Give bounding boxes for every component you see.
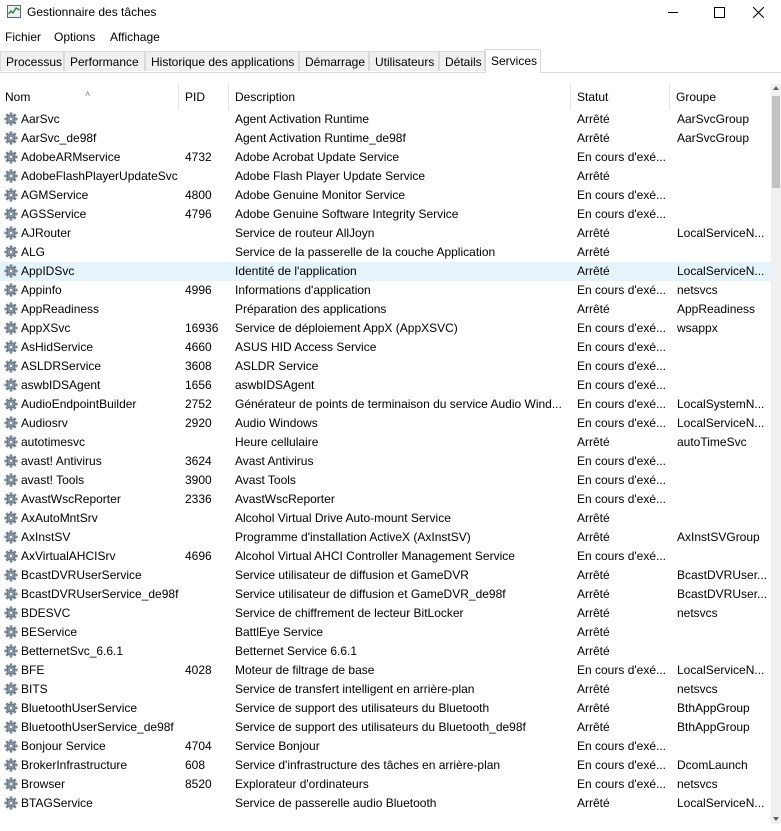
service-name: BITS bbox=[21, 682, 48, 696]
service-status: En cours d'exé... bbox=[577, 207, 667, 221]
service-name: AppIDSvc bbox=[21, 264, 75, 278]
service-gear-icon bbox=[4, 416, 18, 430]
service-group bbox=[677, 452, 769, 471]
menu-fichier[interactable]: Fichier bbox=[5, 30, 42, 44]
service-status: Arrêté bbox=[577, 568, 610, 582]
service-name: BcastDVRUserService_de98f bbox=[21, 587, 179, 601]
table-row[interactable] bbox=[0, 338, 771, 357]
service-gear-icon bbox=[4, 777, 18, 791]
service-status: Arrêté bbox=[577, 796, 610, 810]
service-description: Adobe Genuine Monitor Service bbox=[235, 188, 406, 202]
sort-ascending-icon: ˄ bbox=[85, 89, 91, 99]
table-row[interactable] bbox=[0, 490, 771, 509]
table-row[interactable] bbox=[0, 642, 771, 661]
service-description: Identité de l'application bbox=[235, 264, 357, 278]
table-row[interactable] bbox=[0, 471, 771, 490]
service-status: Arrêté bbox=[577, 587, 610, 601]
table-row[interactable] bbox=[0, 547, 771, 566]
service-name: ALG bbox=[21, 245, 46, 259]
service-pid bbox=[185, 528, 229, 547]
column-header-description[interactable]: Description bbox=[230, 84, 571, 110]
table-header bbox=[0, 84, 771, 110]
service-gear-icon bbox=[4, 302, 18, 316]
service-status: En cours d'exé... bbox=[577, 321, 667, 335]
service-group: BcastDVRUser... bbox=[677, 568, 768, 582]
service-pid bbox=[185, 224, 229, 243]
service-status: En cours d'exé... bbox=[577, 150, 667, 164]
service-description: Betternet Service 6.6.1 bbox=[235, 644, 358, 658]
service-gear-icon bbox=[4, 226, 18, 240]
service-group bbox=[677, 205, 769, 224]
service-pid: 4800 bbox=[185, 188, 212, 202]
service-gear-icon bbox=[4, 682, 18, 696]
service-name: AJRouter bbox=[21, 226, 72, 240]
service-group bbox=[677, 148, 769, 167]
service-gear-icon bbox=[4, 473, 18, 487]
window-title: Gestionnaire des tâches bbox=[27, 5, 157, 19]
table-row[interactable] bbox=[0, 148, 771, 167]
service-gear-icon bbox=[4, 625, 18, 639]
service-gear-icon bbox=[4, 739, 18, 753]
service-gear-icon bbox=[4, 150, 18, 164]
service-pid bbox=[185, 642, 229, 661]
table-row[interactable] bbox=[0, 699, 771, 718]
service-name: avast! Antivirus bbox=[21, 454, 102, 468]
service-description: Adobe Acrobat Update Service bbox=[235, 150, 400, 164]
service-group bbox=[677, 547, 769, 566]
table-row[interactable] bbox=[0, 414, 771, 433]
service-pid bbox=[185, 243, 229, 262]
service-group: LocalServiceN... bbox=[677, 663, 765, 677]
service-status: En cours d'exé... bbox=[577, 758, 667, 772]
service-group bbox=[677, 490, 769, 509]
service-name: BTAGService bbox=[21, 796, 93, 810]
tab-utilisateurs[interactable]: Utilisateurs bbox=[369, 51, 439, 71]
service-status: Arrêté bbox=[577, 264, 610, 278]
service-pid bbox=[185, 566, 229, 585]
service-group: netsvcs bbox=[677, 283, 718, 297]
service-group bbox=[677, 167, 769, 186]
service-status: Arrêté bbox=[577, 644, 610, 658]
service-pid bbox=[185, 604, 229, 623]
service-gear-icon bbox=[4, 454, 18, 468]
service-gear-icon bbox=[4, 701, 18, 715]
service-description: Générateur de points de terminaison du service Audio Wind... bbox=[235, 397, 562, 411]
service-name: AarSvc bbox=[21, 112, 60, 126]
service-pid: 4996 bbox=[185, 283, 212, 297]
table-row[interactable] bbox=[0, 376, 771, 395]
service-pid: 608 bbox=[185, 758, 206, 772]
service-pid: 1656 bbox=[185, 378, 212, 392]
service-status: Arrêté bbox=[577, 302, 610, 316]
service-group bbox=[677, 357, 769, 376]
table-row[interactable] bbox=[0, 281, 771, 300]
service-gear-icon bbox=[4, 644, 18, 658]
service-name: AdobeARMservice bbox=[21, 150, 121, 164]
service-pid bbox=[185, 433, 229, 452]
service-group: LocalServiceN... bbox=[677, 796, 765, 810]
service-name: Audiosrv bbox=[21, 416, 68, 430]
service-gear-icon bbox=[4, 188, 18, 202]
service-description: Avast Tools bbox=[235, 473, 296, 487]
table-row[interactable] bbox=[0, 509, 771, 528]
service-status: En cours d'exé... bbox=[577, 359, 667, 373]
column-header-status[interactable]: Statut bbox=[572, 84, 670, 110]
service-group: netsvcs bbox=[677, 682, 718, 696]
service-status: En cours d'exé... bbox=[577, 663, 667, 677]
service-gear-icon bbox=[4, 492, 18, 506]
service-name: BFE bbox=[21, 663, 45, 677]
service-status: En cours d'exé... bbox=[577, 283, 667, 297]
table-row[interactable] bbox=[0, 452, 771, 471]
minimize-button[interactable] bbox=[650, 0, 696, 24]
table-row[interactable] bbox=[0, 661, 771, 680]
service-status: En cours d'exé... bbox=[577, 739, 667, 753]
service-pid: 4732 bbox=[185, 150, 212, 164]
table-row[interactable] bbox=[0, 243, 771, 262]
service-gear-icon bbox=[4, 112, 18, 126]
service-gear-icon bbox=[4, 606, 18, 620]
column-header-name[interactable] bbox=[0, 84, 179, 110]
service-gear-icon bbox=[4, 720, 18, 734]
service-description: ASUS HID Access Service bbox=[235, 340, 377, 354]
tab-processus[interactable]: Processus bbox=[0, 51, 64, 71]
service-status: En cours d'exé... bbox=[577, 549, 667, 563]
service-description: Alcohol Virtual Drive Auto-mount Service bbox=[235, 511, 451, 525]
service-status: En cours d'exé... bbox=[577, 454, 667, 468]
service-pid bbox=[185, 300, 229, 319]
table-row[interactable] bbox=[0, 794, 771, 813]
service-name: AppXSvc bbox=[21, 321, 71, 335]
table-row[interactable] bbox=[0, 224, 771, 243]
service-group bbox=[677, 509, 769, 528]
service-group: autoTimeSvc bbox=[677, 435, 747, 449]
table-row[interactable] bbox=[0, 775, 771, 794]
service-status: Arrêté bbox=[577, 112, 610, 126]
service-description: AvastWscReporter bbox=[235, 492, 335, 506]
service-description: Adobe Genuine Software Integrity Service bbox=[235, 207, 459, 221]
service-name: BluetoothUserService_de98f bbox=[21, 720, 174, 734]
service-description: Service de support des utilisateurs du Bluetooth_de98f bbox=[235, 720, 526, 734]
service-group: wsappx bbox=[677, 321, 718, 335]
service-status: Arrêté bbox=[577, 131, 610, 145]
service-name: AxInstSV bbox=[21, 530, 71, 544]
table-row[interactable] bbox=[0, 319, 771, 338]
service-status: En cours d'exé... bbox=[577, 492, 667, 506]
service-description: Service utilisateur de diffusion et GameDVR bbox=[235, 568, 469, 582]
table-row[interactable] bbox=[0, 604, 771, 623]
service-pid bbox=[185, 718, 229, 737]
service-description: Moteur de filtrage de base bbox=[235, 663, 375, 677]
table-row[interactable] bbox=[0, 756, 771, 775]
service-group: LocalServiceN... bbox=[677, 416, 765, 430]
service-pid: 2920 bbox=[185, 416, 212, 430]
service-group bbox=[677, 642, 769, 661]
service-description: Service de déploiement AppX (AppXSVC) bbox=[235, 321, 458, 335]
service-gear-icon bbox=[4, 530, 18, 544]
menu-affichage[interactable]: Affichage bbox=[110, 30, 160, 44]
table-row[interactable] bbox=[0, 167, 771, 186]
service-group bbox=[677, 471, 769, 490]
table-row[interactable] bbox=[0, 186, 771, 205]
service-name: BEService bbox=[21, 625, 78, 639]
table-row[interactable] bbox=[0, 566, 771, 585]
service-name: AppReadiness bbox=[21, 302, 100, 316]
service-gear-icon bbox=[4, 435, 18, 449]
service-status: Arrêté bbox=[577, 530, 610, 544]
service-description: Service de routeur AllJoyn bbox=[235, 226, 375, 240]
service-description: Programme d'installation ActiveX (AxInstSV) bbox=[235, 530, 471, 544]
service-description: aswbIDSAgent bbox=[235, 378, 315, 392]
scrollbar-thumb[interactable] bbox=[772, 96, 780, 188]
service-description: Agent Activation Runtime_de98f bbox=[235, 131, 406, 145]
service-group bbox=[677, 186, 769, 205]
service-gear-icon bbox=[4, 587, 18, 601]
service-pid bbox=[185, 794, 229, 813]
menu-options[interactable]: Options bbox=[54, 30, 96, 44]
service-pid: 8520 bbox=[185, 777, 212, 791]
close-icon bbox=[753, 7, 764, 18]
service-description: BattlEye Service bbox=[235, 625, 324, 639]
service-group: LocalServiceN... bbox=[677, 264, 765, 278]
service-status: En cours d'exé... bbox=[577, 188, 667, 202]
service-name: BcastDVRUserService bbox=[21, 568, 142, 582]
table-row[interactable] bbox=[0, 623, 771, 642]
task-manager-icon bbox=[7, 5, 21, 18]
table-row[interactable] bbox=[0, 718, 771, 737]
service-gear-icon bbox=[4, 169, 18, 183]
service-pid: 4696 bbox=[185, 549, 212, 563]
service-status: En cours d'exé... bbox=[577, 397, 667, 411]
service-group: netsvcs bbox=[677, 777, 718, 791]
service-pid: 4660 bbox=[185, 340, 212, 354]
table-row[interactable] bbox=[0, 262, 771, 281]
menu-bar bbox=[0, 27, 781, 47]
service-status: En cours d'exé... bbox=[577, 777, 667, 791]
table-row[interactable] bbox=[0, 300, 771, 319]
service-gear-icon bbox=[4, 264, 18, 278]
service-status: En cours d'exé... bbox=[577, 340, 667, 354]
service-gear-icon bbox=[4, 131, 18, 145]
tab-details[interactable]: Détails bbox=[439, 51, 485, 71]
table-row[interactable] bbox=[0, 680, 771, 699]
service-gear-icon bbox=[4, 283, 18, 297]
service-gear-icon bbox=[4, 207, 18, 221]
service-description: Service d'infrastructure des tâches en arrière-plan bbox=[235, 758, 501, 772]
service-gear-icon bbox=[4, 511, 18, 525]
service-description: Service de la passerelle de la couche Application bbox=[235, 245, 496, 259]
table-row[interactable] bbox=[0, 433, 771, 452]
table-row[interactable] bbox=[0, 129, 771, 148]
service-pid: 16936 bbox=[185, 321, 219, 335]
service-gear-icon bbox=[4, 378, 18, 392]
service-description: Service de chiffrement de lecteur BitLocker bbox=[235, 606, 464, 620]
service-status: Arrêté bbox=[577, 511, 610, 525]
service-group bbox=[677, 623, 769, 642]
service-name: aswbIDSAgent bbox=[21, 378, 101, 392]
maximize-icon bbox=[714, 7, 725, 18]
service-pid: 4796 bbox=[185, 207, 212, 221]
service-group: AarSvcGroup bbox=[677, 112, 750, 126]
service-description: Adobe Flash Player Update Service bbox=[235, 169, 426, 183]
service-name: AGMService bbox=[21, 188, 89, 202]
service-pid: 2752 bbox=[185, 397, 212, 411]
service-name: Bonjour Service bbox=[21, 739, 106, 753]
service-pid: 2336 bbox=[185, 492, 212, 506]
service-name: autotimesvc bbox=[21, 435, 86, 449]
service-description: Heure cellulaire bbox=[235, 435, 319, 449]
service-description: Alcohol Virtual AHCI Controller Management Service bbox=[235, 549, 515, 563]
service-status: Arrêté bbox=[577, 606, 610, 620]
close-button[interactable] bbox=[735, 0, 781, 24]
service-description: Audio Windows bbox=[235, 416, 318, 430]
tab-services[interactable]: Services bbox=[485, 49, 541, 73]
table-row[interactable] bbox=[0, 110, 771, 129]
service-pid bbox=[185, 585, 229, 604]
service-name: AxVirtualAHCISrv bbox=[21, 549, 116, 563]
table-row[interactable] bbox=[0, 395, 771, 414]
service-pid: 4028 bbox=[185, 663, 212, 677]
service-name: Appinfo bbox=[21, 283, 62, 297]
service-pid bbox=[185, 699, 229, 718]
service-status: Arrêté bbox=[577, 226, 610, 240]
service-gear-icon bbox=[4, 758, 18, 772]
service-pid bbox=[185, 110, 229, 129]
service-group: netsvcs bbox=[677, 606, 718, 620]
service-status: Arrêté bbox=[577, 169, 610, 183]
service-status: Arrêté bbox=[577, 435, 610, 449]
service-pid: 3608 bbox=[185, 359, 212, 373]
service-gear-icon bbox=[4, 663, 18, 677]
service-gear-icon bbox=[4, 321, 18, 335]
service-name: AxAutoMntSrv bbox=[21, 511, 98, 525]
service-name: AdobeFlashPlayerUpdateSvc bbox=[21, 169, 178, 183]
service-description: Service utilisateur de diffusion et GameDVR_de98f bbox=[235, 587, 506, 601]
service-status: Arrêté bbox=[577, 625, 610, 639]
column-header-group[interactable]: Groupe bbox=[676, 90, 717, 104]
service-pid bbox=[185, 680, 229, 699]
service-status: En cours d'exé... bbox=[577, 378, 667, 392]
service-status: En cours d'exé... bbox=[577, 416, 667, 430]
service-description: Préparation des applications bbox=[235, 302, 387, 316]
table-row[interactable] bbox=[0, 205, 771, 224]
service-description: Explorateur d'ordinateurs bbox=[235, 777, 369, 791]
minimize-icon bbox=[668, 7, 678, 17]
service-group bbox=[677, 737, 769, 756]
service-group bbox=[677, 243, 769, 262]
service-name: BetternetSvc_6.6.1 bbox=[21, 644, 124, 658]
service-group: LocalSystemN... bbox=[677, 397, 765, 411]
service-group: DcomLaunch bbox=[677, 758, 748, 772]
tab-performance[interactable]: Performance bbox=[64, 51, 145, 71]
service-name: BluetoothUserService bbox=[21, 701, 138, 715]
tab-demarrage[interactable]: Démarrage bbox=[299, 51, 369, 71]
service-group: AxInstSVGroup bbox=[677, 530, 760, 544]
service-group: LocalServiceN... bbox=[677, 226, 765, 240]
service-pid bbox=[185, 262, 229, 281]
service-name: BDESVC bbox=[21, 606, 71, 620]
tab-historique-applications[interactable]: Historique des applications bbox=[145, 51, 299, 71]
service-status: Arrêté bbox=[577, 245, 610, 259]
service-name: AGSService bbox=[21, 207, 87, 221]
service-group: BcastDVRUser... bbox=[677, 587, 768, 601]
service-gear-icon bbox=[4, 359, 18, 373]
service-description: Service de support des utilisateurs du Bluetooth bbox=[235, 701, 490, 715]
service-name: ASLDRService bbox=[21, 359, 102, 373]
service-status: Arrêté bbox=[577, 701, 610, 715]
service-gear-icon bbox=[4, 397, 18, 411]
service-name: AudioEndpointBuilder bbox=[21, 397, 137, 411]
service-description: ASLDR Service bbox=[235, 359, 319, 373]
column-header-pid[interactable]: PID bbox=[180, 84, 229, 110]
service-gear-icon bbox=[4, 796, 18, 810]
service-gear-icon bbox=[4, 549, 18, 563]
scroll-up-icon[interactable] bbox=[773, 86, 779, 90]
service-description: Service Bonjour bbox=[235, 739, 320, 753]
service-pid bbox=[185, 509, 229, 528]
title-bar bbox=[0, 0, 781, 24]
table-row[interactable] bbox=[0, 585, 771, 604]
service-pid: 3624 bbox=[185, 454, 212, 468]
service-pid bbox=[185, 623, 229, 642]
service-group: AarSvcGroup bbox=[677, 131, 750, 145]
service-name: AvastWscReporter bbox=[21, 492, 121, 506]
column-header-name-label: Nom bbox=[5, 90, 31, 104]
service-status: Arrêté bbox=[577, 682, 610, 696]
service-name: AsHidService bbox=[21, 340, 94, 354]
vertical-scrollbar[interactable] bbox=[771, 84, 781, 824]
tab-strip bbox=[0, 49, 781, 73]
service-group bbox=[677, 376, 769, 395]
service-description: Informations d'application bbox=[235, 283, 371, 297]
service-group: BthAppGroup bbox=[677, 701, 750, 715]
service-status: Arrêté bbox=[577, 720, 610, 734]
table-row[interactable] bbox=[0, 737, 771, 756]
service-description: Service de passerelle audio Bluetooth bbox=[235, 796, 437, 810]
service-gear-icon bbox=[4, 568, 18, 582]
scroll-down-icon[interactable] bbox=[773, 817, 779, 821]
table-row[interactable] bbox=[0, 528, 771, 547]
services-table bbox=[0, 84, 771, 824]
service-description: Service de transfert intelligent en arrière-plan bbox=[235, 682, 475, 696]
service-gear-icon bbox=[4, 340, 18, 354]
service-description: Avast Antivirus bbox=[235, 454, 314, 468]
service-gear-icon bbox=[4, 245, 18, 259]
service-group: AppReadiness bbox=[677, 302, 756, 316]
service-pid: 4704 bbox=[185, 739, 212, 753]
table-row[interactable] bbox=[0, 357, 771, 376]
service-name: Browser bbox=[21, 777, 66, 791]
service-pid bbox=[185, 129, 229, 148]
service-name: avast! Tools bbox=[21, 473, 85, 487]
service-group bbox=[677, 338, 769, 357]
service-status: En cours d'exé... bbox=[577, 473, 667, 487]
service-description: Agent Activation Runtime bbox=[235, 112, 370, 126]
service-group: BthAppGroup bbox=[677, 720, 750, 734]
service-name: AarSvc_de98f bbox=[21, 131, 97, 145]
service-name: BrokerInfrastructure bbox=[21, 758, 128, 772]
service-pid: 3900 bbox=[185, 473, 212, 487]
service-pid bbox=[185, 167, 229, 186]
